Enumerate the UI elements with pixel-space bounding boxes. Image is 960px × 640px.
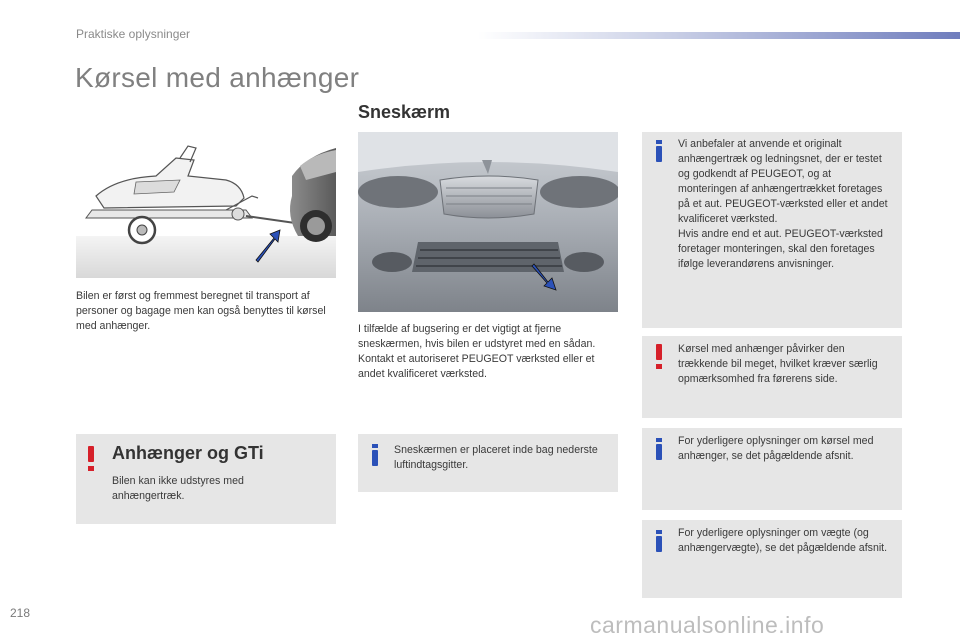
sneskaerm-info-box (358, 434, 618, 492)
koersel-warning-box (642, 336, 902, 418)
gti-warning-box (76, 434, 336, 524)
anhaengertraek-info-text (678, 137, 890, 272)
koersel-warning-text: Kørsel med anhænger påvirker den trækkende bil meget, hvilket kræver særlig opmærksomhed fra førerens side. (678, 343, 878, 385)
anhaengertraek-info-p1: Vi anbefaler at anvende et originalt anhængertræk og ledningsnet, der er testet og godkendt af PEUGEOT, og at monteringen af anhængertrækket foretages på et aut. PEUGEOT-værksted eller et andet kvalificeret værksted. (678, 138, 888, 225)
sneskaerm-heading: Sneskærm (358, 102, 451, 122)
sneskaerm-info-text: Sneskærmen er placeret inde bag nederste luftindtagsgitter. (394, 444, 598, 471)
trailer-illustration (76, 136, 336, 278)
gti-warning-title: Anhænger og GTi (112, 443, 264, 463)
info-icon (656, 444, 662, 460)
warning-icon (656, 344, 662, 360)
watermark: carmanualsonline.info (590, 612, 825, 638)
info-icon (656, 536, 662, 552)
page-number: 218 (10, 606, 31, 620)
vaegte-info-text: For yderligere oplysninger om vægte (og anhængervægte), se det pågældende afsnit. (678, 527, 888, 554)
gti-warning-text: Bilen kan ikke udstyres med anhængertræk. (112, 475, 244, 502)
koersel-info-box (642, 428, 902, 510)
anhaengertraek-info-p2: Hvis andre end et aut. PEUGEOT-værksted foretager monteringen, skal den foretages ifølge leverandørens anvisninger. (678, 228, 883, 270)
warning-icon (88, 446, 94, 462)
koersel-info-text: For yderligere oplysninger om kørsel med anhænger, se det pågældende afsnit. (678, 435, 874, 462)
info-icon (656, 146, 662, 162)
sneskaerm-text: I tilfælde af bugsering er det vigtigt at fjerne sneskærmen, hvis bilen er udstyret med en sådan. Kontakt et autoriseret PEUGEOT værksted eller et andet kvalificeret værksted. (358, 323, 596, 380)
vaegte-info-box (642, 520, 902, 598)
intro-text: Bilen er først og fremmest beregnet til transport af personer og bagage men kan også benyttes til kørsel med anhænger. (76, 290, 326, 332)
page-title: Kørsel med anhænger (75, 62, 360, 93)
anhaengertraek-info-box (642, 132, 902, 328)
header-bar (478, 32, 960, 39)
section-label: Praktiske oplysninger (76, 27, 191, 41)
info-icon (372, 450, 378, 466)
front-grille-photo (358, 132, 618, 312)
